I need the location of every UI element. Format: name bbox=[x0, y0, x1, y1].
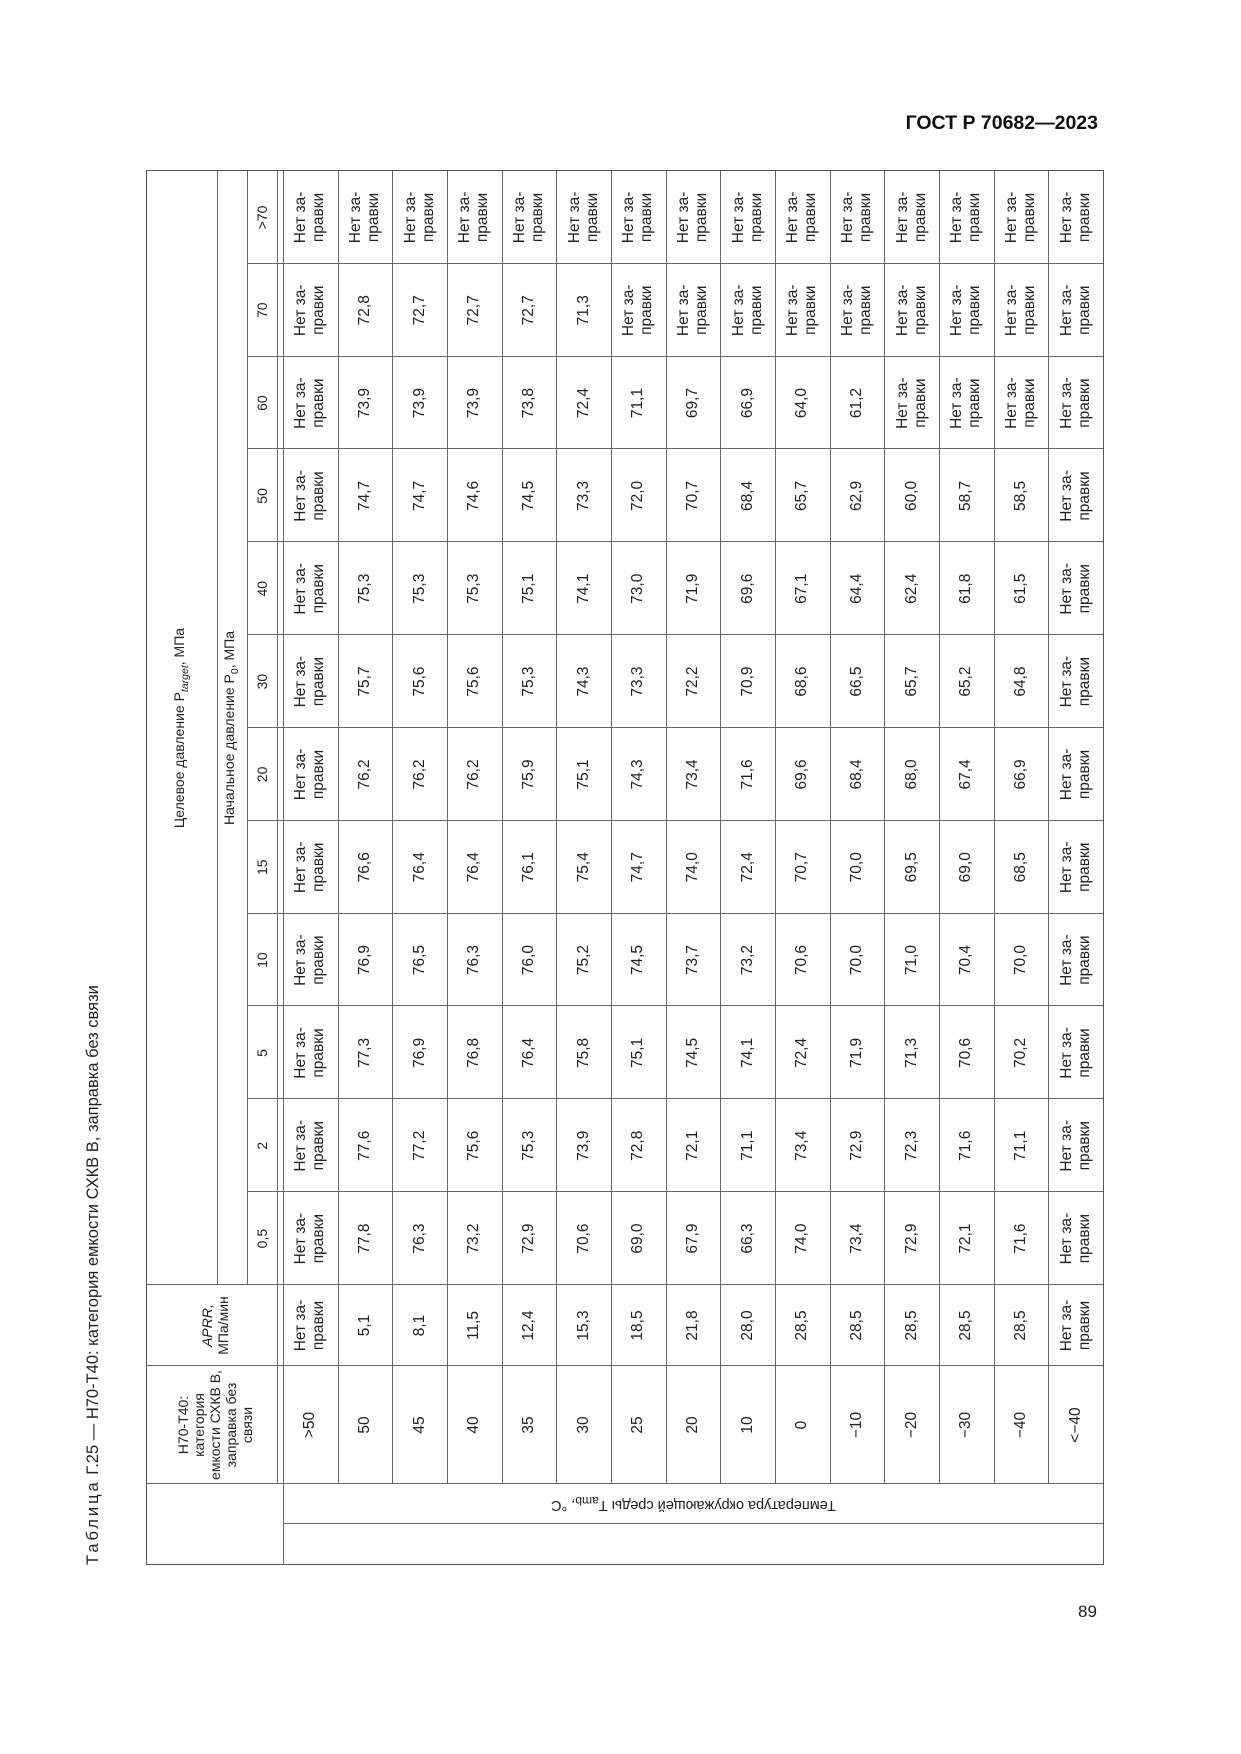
table-cell: Нет за- правки bbox=[729, 284, 765, 337]
table-cell: 75,1 bbox=[574, 759, 592, 790]
table-cell: 72,1 bbox=[683, 1130, 701, 1161]
table-cell: 74,0 bbox=[793, 1223, 811, 1254]
row-temperature: 25 bbox=[629, 1416, 647, 1434]
table-cell: 76,0 bbox=[519, 945, 537, 976]
table-cell: 75,3 bbox=[519, 666, 537, 697]
table-cell: 73,0 bbox=[629, 573, 647, 604]
table-cell: 61,8 bbox=[957, 573, 975, 604]
table-cell: 64,4 bbox=[847, 573, 865, 604]
row-temperature: <−40 bbox=[1066, 1407, 1084, 1443]
ambient-temp-label: Температура окружающей среды T bbox=[598, 1497, 836, 1514]
row-aprr: Нет за- правки bbox=[292, 1299, 328, 1352]
table-cell: 70,9 bbox=[738, 666, 756, 697]
table-cell: 71,9 bbox=[847, 1037, 865, 1069]
table-cell: Нет за- правки bbox=[1057, 841, 1093, 894]
row-aprr: Нет за- правки bbox=[1057, 1299, 1093, 1352]
table-cell: 75,3 bbox=[355, 573, 373, 604]
table-cell: Нет за- правки bbox=[838, 191, 874, 244]
target-pressure-header bbox=[147, 171, 217, 1285]
table-cell: 69,6 bbox=[738, 573, 756, 604]
table-cell: 76,5 bbox=[410, 945, 428, 976]
row-aprr: 5,1 bbox=[355, 1314, 373, 1337]
table-cell: Нет за- правки bbox=[292, 748, 328, 801]
table-cell: 72,9 bbox=[902, 1223, 920, 1254]
rule-row bbox=[392, 171, 393, 1484]
row-aprr: 15,3 bbox=[574, 1310, 592, 1341]
table-cell: 74,5 bbox=[683, 1037, 701, 1069]
row-temperature: 30 bbox=[574, 1416, 592, 1434]
row-aprr: 28,5 bbox=[902, 1310, 920, 1341]
table-cell: 71,3 bbox=[574, 295, 592, 326]
table-cell: 72,7 bbox=[465, 295, 483, 326]
row-temperature: 20 bbox=[683, 1416, 701, 1434]
row-temperature: −20 bbox=[902, 1411, 920, 1439]
table-cell: Нет за- правки bbox=[674, 284, 710, 337]
rule-label-aprr bbox=[147, 1365, 1103, 1366]
table-cell: 74,0 bbox=[683, 852, 701, 883]
table-cell: 70,7 bbox=[683, 480, 701, 512]
data-table bbox=[146, 170, 1104, 1565]
row-aprr: 8,1 bbox=[410, 1314, 428, 1337]
table-cell: Нет за- правки bbox=[456, 191, 492, 244]
row-aprr: 18,5 bbox=[629, 1310, 647, 1341]
table-cell: 70,7 bbox=[793, 852, 811, 883]
table-cell: 76,2 bbox=[410, 759, 428, 790]
table-cell: 75,8 bbox=[574, 1037, 592, 1069]
table-caption-text: Г.25 — Н70-Т40: категория емкости СХКВ В, заправка без связи bbox=[84, 985, 102, 1480]
rule-row bbox=[939, 171, 940, 1484]
table-cell: 69,0 bbox=[629, 1223, 647, 1254]
table-cell: 67,1 bbox=[793, 573, 811, 604]
row-aprr: 28,5 bbox=[957, 1310, 975, 1341]
row-temperature: 45 bbox=[410, 1416, 428, 1434]
table-cell: Нет за- правки bbox=[893, 191, 929, 244]
table-cell: 72,7 bbox=[519, 295, 537, 326]
aprr-header bbox=[147, 1285, 283, 1366]
table-cell: Нет за- правки bbox=[292, 1027, 328, 1079]
table-cell: 71,1 bbox=[738, 1130, 756, 1161]
table-cell: Нет за- правки bbox=[620, 191, 656, 244]
table-cell: 68,5 bbox=[1011, 852, 1029, 883]
table-cell: 76,3 bbox=[465, 945, 483, 976]
table-cell: 75,1 bbox=[629, 1037, 647, 1069]
target-pressure-unit: , МПа bbox=[171, 627, 188, 666]
table-cell: Нет за- правки bbox=[292, 841, 328, 894]
table-cell: Нет за- правки bbox=[292, 655, 328, 708]
table-cell: 73,2 bbox=[465, 1223, 483, 1254]
table-cell: 69,5 bbox=[902, 852, 920, 883]
pressure-column-header: 15 bbox=[254, 859, 270, 876]
pressure-column-header: 10 bbox=[254, 952, 270, 968]
pressure-column-header: 70 bbox=[254, 302, 270, 319]
rule-row bbox=[666, 171, 667, 1484]
table-cell: 70,4 bbox=[957, 945, 975, 976]
page-number: 89 bbox=[1078, 1602, 1097, 1621]
ambient-temp-unit: , °C bbox=[550, 1497, 575, 1514]
initial-pressure-header bbox=[217, 171, 247, 1285]
table-cell: Нет за- правки bbox=[401, 191, 437, 244]
table-cell: 76,2 bbox=[465, 759, 483, 790]
initial-pressure-label: Начальное давление P bbox=[221, 674, 238, 826]
table-cell: Нет за- правки bbox=[292, 284, 328, 337]
table-cell: 77,3 bbox=[355, 1037, 373, 1069]
table-cell: 74,6 bbox=[465, 480, 483, 512]
row-aprr: 28,5 bbox=[1011, 1310, 1029, 1341]
pressure-column-header: 60 bbox=[254, 395, 270, 411]
table-cell: 76,2 bbox=[355, 759, 373, 790]
rule-column bbox=[247, 820, 1103, 821]
rule-column bbox=[247, 356, 1103, 357]
rule-initial-columns bbox=[247, 171, 248, 1285]
table-cell: Нет за- правки bbox=[948, 377, 984, 429]
ambient-temp-subscript: amb bbox=[574, 1494, 599, 1509]
target-pressure-subscript: target bbox=[178, 665, 191, 693]
table-cell: Нет за- правки bbox=[1057, 1027, 1093, 1079]
table-cell: 62,4 bbox=[902, 573, 920, 604]
rule-row bbox=[775, 171, 776, 1484]
row-temperature: 10 bbox=[738, 1416, 756, 1434]
table-cell: 72,8 bbox=[629, 1130, 647, 1161]
table-cell: 70,6 bbox=[957, 1037, 975, 1069]
table-cell: 71,6 bbox=[1011, 1223, 1029, 1254]
table-cell: 75,2 bbox=[574, 945, 592, 976]
pressure-column-header: >70 bbox=[254, 205, 270, 230]
table-cell: 77,8 bbox=[355, 1223, 373, 1254]
rule-column bbox=[247, 727, 1103, 728]
rule-row bbox=[720, 171, 721, 1484]
table-cell: 75,4 bbox=[574, 852, 592, 883]
row-aprr: 28,5 bbox=[793, 1310, 811, 1341]
table-cell: 75,7 bbox=[355, 666, 373, 697]
table-cell: Нет за- правки bbox=[292, 1119, 328, 1172]
table-cell: 74,3 bbox=[629, 759, 647, 790]
table-cell: Нет за- правки bbox=[1057, 1119, 1093, 1172]
table-cell: Нет за- правки bbox=[346, 191, 382, 244]
pressure-column-header: 40 bbox=[254, 580, 270, 597]
table-cell: 58,5 bbox=[1011, 480, 1029, 512]
rule-column bbox=[247, 1006, 1103, 1007]
table-cell: 76,1 bbox=[519, 852, 537, 883]
table-cell: 76,4 bbox=[519, 1037, 537, 1069]
table-cell: 70,6 bbox=[574, 1223, 592, 1254]
table-cell: 68,4 bbox=[847, 759, 865, 790]
table-cell: 61,2 bbox=[847, 388, 865, 419]
table-cell: 75,9 bbox=[519, 759, 537, 790]
table-cell: 71,6 bbox=[738, 759, 756, 790]
table-cell: Нет за- правки bbox=[948, 284, 984, 337]
row-temperature: 0 bbox=[793, 1420, 811, 1430]
table-cell: 74,7 bbox=[355, 480, 373, 512]
table-cell: Нет за- правки bbox=[292, 470, 328, 522]
table-cell: 72,7 bbox=[410, 295, 428, 326]
row-temperature: 50 bbox=[355, 1416, 373, 1434]
table-cell: Нет за- правки bbox=[292, 1212, 328, 1265]
table-cell: 71,9 bbox=[683, 573, 701, 604]
table-cell: 76,6 bbox=[355, 852, 373, 883]
table-cell: 73,9 bbox=[355, 388, 373, 419]
table-cell: 73,9 bbox=[574, 1130, 592, 1161]
row-temperature: −10 bbox=[847, 1411, 865, 1439]
table-cell: 74,7 bbox=[410, 480, 428, 512]
table-cell: Нет за- правки bbox=[1057, 1212, 1093, 1265]
table-cell: 72,9 bbox=[847, 1130, 865, 1161]
table-cell: Нет за- правки bbox=[1002, 191, 1038, 244]
table-cell: 71,1 bbox=[1011, 1130, 1029, 1161]
table-cell: 72,4 bbox=[738, 852, 756, 883]
table-cell: 70,6 bbox=[793, 945, 811, 976]
table-cell: Нет за- правки bbox=[893, 284, 929, 337]
table-cell: 72,3 bbox=[902, 1130, 920, 1161]
table-cell: 65,2 bbox=[957, 666, 975, 697]
rule-row bbox=[502, 171, 503, 1484]
table-cell: Нет за- правки bbox=[292, 562, 328, 615]
table-cell: 69,6 bbox=[793, 759, 811, 790]
aprr-label: APRR, bbox=[199, 1304, 215, 1347]
table-cell: 72,2 bbox=[683, 666, 701, 697]
table-cell: 75,1 bbox=[519, 573, 537, 604]
table-caption-prefix: Таблица bbox=[84, 1479, 102, 1565]
table-cell: 77,6 bbox=[355, 1130, 373, 1161]
rule-row bbox=[1048, 171, 1049, 1484]
table-cell: 72,0 bbox=[629, 480, 647, 512]
table-cell: Нет за- правки bbox=[1057, 191, 1093, 244]
target-pressure-label: Целевое давление P bbox=[171, 692, 188, 829]
initial-pressure-subscript: 0 bbox=[228, 668, 241, 675]
table-cell: 74,1 bbox=[574, 573, 592, 604]
table-cell: 68,6 bbox=[793, 666, 811, 697]
table-cell: 73,9 bbox=[410, 388, 428, 419]
table-cell: Нет за- правки bbox=[510, 191, 546, 244]
rule-temp-inner bbox=[147, 1483, 1103, 1484]
rule-header-bottom bbox=[277, 171, 278, 1484]
table-cell: 76,9 bbox=[355, 945, 373, 976]
initial-pressure-unit: , МПа bbox=[221, 630, 238, 669]
table-cell: Нет за- правки bbox=[1057, 934, 1093, 986]
row-temperature: −40 bbox=[1011, 1411, 1029, 1439]
aprr-unit: МПа/мин bbox=[215, 1296, 231, 1355]
table-cell: Нет за- правки bbox=[1002, 377, 1038, 429]
table-cell: 72,9 bbox=[519, 1223, 537, 1254]
row-temperature: 40 bbox=[465, 1416, 483, 1434]
rule-column bbox=[247, 634, 1103, 635]
row-temperature: >50 bbox=[301, 1411, 319, 1439]
table-cell: Нет за- правки bbox=[948, 191, 984, 244]
table-cell: 71,1 bbox=[629, 388, 647, 419]
table-cell: 76,3 bbox=[410, 1223, 428, 1254]
table-cell: 73,4 bbox=[847, 1223, 865, 1254]
table-cell: Нет за- правки bbox=[729, 191, 765, 244]
rule-column bbox=[247, 263, 1103, 264]
table-cell: Нет за- правки bbox=[565, 191, 601, 244]
table-cell: 71,3 bbox=[902, 1037, 920, 1069]
rule-column bbox=[247, 913, 1103, 914]
row-temperature: 35 bbox=[519, 1416, 537, 1434]
table-cell: Нет за- правки bbox=[838, 284, 874, 337]
pressure-column-header: 0,5 bbox=[254, 1228, 270, 1249]
table-cell: Нет за- правки bbox=[784, 191, 820, 244]
table-cell: Нет за- правки bbox=[1057, 748, 1093, 801]
table-cell: 73,3 bbox=[574, 480, 592, 512]
rule-row bbox=[830, 171, 831, 1484]
pressure-column-header: 2 bbox=[254, 1141, 270, 1150]
table-cell: Нет за- правки bbox=[674, 191, 710, 244]
rule-body-top bbox=[283, 171, 284, 1564]
rule-temp-outer bbox=[283, 1523, 1103, 1524]
table-cell: 75,3 bbox=[410, 573, 428, 604]
table-cell: Нет за- правки bbox=[784, 284, 820, 337]
ambient-temperature-header bbox=[283, 1484, 1103, 1524]
table-cell: 69,0 bbox=[957, 852, 975, 883]
table-cell: 66,3 bbox=[738, 1223, 756, 1254]
rotated-table-area bbox=[84, 170, 1120, 1565]
table-cell: 60,0 bbox=[902, 480, 920, 512]
row-aprr: 28,0 bbox=[738, 1310, 756, 1341]
table-cell: Нет за- правки bbox=[893, 377, 929, 429]
table-cell: Нет за- правки bbox=[1057, 377, 1093, 429]
table-cell: 68,4 bbox=[738, 480, 756, 512]
table-cell: 73,3 bbox=[629, 666, 647, 697]
rule-row bbox=[338, 171, 339, 1484]
table-cell: 66,5 bbox=[847, 666, 865, 697]
table-cell: 75,6 bbox=[465, 1130, 483, 1161]
table-cell: 70,0 bbox=[847, 945, 865, 976]
table-cell: 73,2 bbox=[738, 945, 756, 976]
table-cell: 69,7 bbox=[683, 388, 701, 419]
rule-aprr-data bbox=[147, 1284, 1103, 1285]
table-cell: Нет за- правки bbox=[292, 934, 328, 986]
table-cell: 74,1 bbox=[738, 1037, 756, 1069]
table-cell: 76,9 bbox=[410, 1037, 428, 1069]
table-cell: 74,5 bbox=[519, 480, 537, 512]
table-cell: 73,8 bbox=[519, 388, 537, 419]
table-cell: 67,9 bbox=[683, 1223, 701, 1254]
table-cell: Нет за- правки bbox=[1057, 470, 1093, 522]
table-cell: 64,0 bbox=[793, 388, 811, 419]
rule-row bbox=[447, 171, 448, 1484]
table-cell: 71,6 bbox=[957, 1130, 975, 1161]
rule-column bbox=[247, 541, 1103, 542]
table-cell: 76,4 bbox=[465, 852, 483, 883]
table-cell: 65,7 bbox=[793, 480, 811, 512]
table-cell: 73,4 bbox=[793, 1130, 811, 1161]
rule-row bbox=[994, 171, 995, 1484]
table-cell: 72,4 bbox=[574, 388, 592, 419]
rule-row bbox=[884, 171, 885, 1484]
table-cell: 76,8 bbox=[465, 1037, 483, 1069]
table-cell: 64,8 bbox=[1011, 666, 1029, 697]
table-cell: 74,3 bbox=[574, 666, 592, 697]
table-cell: 62,9 bbox=[847, 480, 865, 512]
table-cell: Нет за- правки bbox=[1057, 655, 1093, 708]
table-cell: Нет за- правки bbox=[1057, 284, 1093, 337]
table-cell: Нет за- правки bbox=[292, 191, 328, 244]
table-cell: 76,4 bbox=[410, 852, 428, 883]
table-cell: 66,9 bbox=[738, 388, 756, 419]
row-aprr: 11,5 bbox=[465, 1310, 483, 1341]
table-cell: 70,0 bbox=[847, 852, 865, 883]
table-cell: 72,4 bbox=[793, 1037, 811, 1069]
row-aprr: 28,5 bbox=[847, 1310, 865, 1341]
table-cell: 58,7 bbox=[957, 480, 975, 512]
table-caption bbox=[84, 985, 103, 1565]
pressure-column-header: 30 bbox=[254, 673, 270, 690]
table-cell: Нет за- правки bbox=[620, 284, 656, 337]
row-aprr: 21,8 bbox=[683, 1310, 701, 1341]
table-cell: Нет за- правки bbox=[292, 377, 328, 429]
table-cell: 73,4 bbox=[683, 759, 701, 790]
table-cell: 66,9 bbox=[1011, 759, 1029, 790]
table-cell: 75,3 bbox=[519, 1130, 537, 1161]
table-cell: 72,8 bbox=[355, 295, 373, 326]
row-temperature: −30 bbox=[957, 1411, 975, 1439]
table-cell: 73,7 bbox=[683, 945, 701, 976]
table-cell: Нет за- правки bbox=[1057, 562, 1093, 615]
pressure-column-header: 50 bbox=[254, 488, 270, 504]
table-cell: 70,2 bbox=[1011, 1037, 1029, 1069]
rule-target-initial bbox=[217, 171, 218, 1285]
pressure-column-header: 5 bbox=[254, 1049, 270, 1057]
row-aprr: 12,4 bbox=[519, 1310, 537, 1341]
table-cell: 67,4 bbox=[957, 759, 975, 790]
table-cell: 70,0 bbox=[1011, 945, 1029, 976]
table-cell: 72,1 bbox=[957, 1223, 975, 1254]
table-cell: 71,0 bbox=[902, 945, 920, 976]
rule-column bbox=[247, 1098, 1103, 1099]
table-cell: 75,6 bbox=[410, 666, 428, 697]
table-cell: Нет за- правки bbox=[1002, 284, 1038, 337]
pressure-column-header: 20 bbox=[254, 766, 270, 783]
table-cell: 73,9 bbox=[465, 388, 483, 419]
table-cell: 61,5 bbox=[1011, 573, 1029, 604]
table-corner-label: Н70-Т40: категория емкости СХКВ В, заправка без связи bbox=[175, 1370, 255, 1480]
table-cell: 74,5 bbox=[629, 945, 647, 976]
rule-column bbox=[247, 449, 1103, 450]
rule-column bbox=[247, 1191, 1103, 1192]
rule-row bbox=[611, 171, 612, 1484]
table-cell: 75,6 bbox=[465, 666, 483, 697]
table-cell: 77,2 bbox=[410, 1130, 428, 1161]
rule-row bbox=[556, 171, 557, 1484]
table-cell: 68,0 bbox=[902, 759, 920, 790]
table-cell: 65,7 bbox=[902, 666, 920, 697]
table-cell: 74,7 bbox=[629, 852, 647, 883]
standard-number: ГОСТ Р 70682—2023 bbox=[905, 112, 1098, 134]
table-cell: 75,3 bbox=[465, 573, 483, 604]
